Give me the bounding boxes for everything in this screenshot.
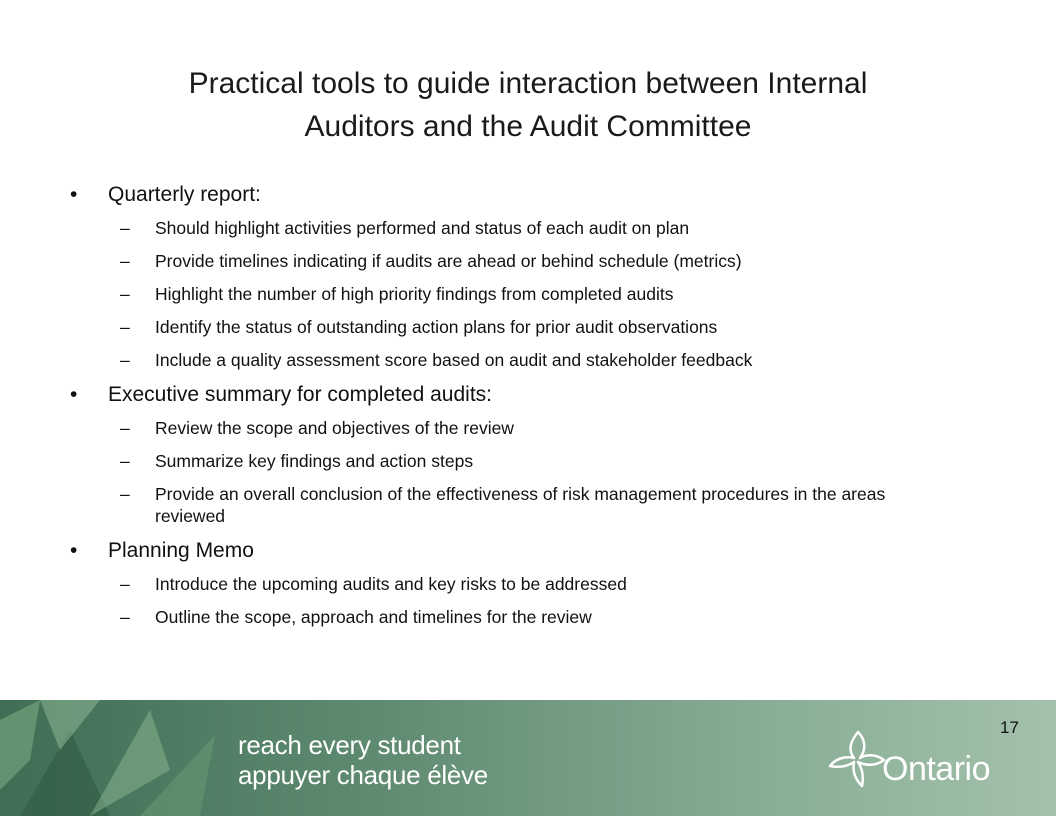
sub-bullet xyxy=(70,283,1030,305)
sub-bullet xyxy=(70,606,1030,628)
sub-bullet xyxy=(70,417,1030,439)
bullet-text: Executive summary for completed audits: xyxy=(108,383,492,406)
sub-bullet-text: Provide an overall conclusion of the effectiveness of risk management procedures in the areas reviewed xyxy=(155,484,886,526)
bullet-glyph: • xyxy=(70,383,78,406)
ontario-logo xyxy=(828,728,998,798)
bullet-executive-summary xyxy=(70,382,1030,407)
dash-glyph: – xyxy=(120,218,130,238)
sub-bullet xyxy=(70,573,1030,595)
slogan xyxy=(238,730,488,790)
dash-glyph: – xyxy=(120,574,130,594)
ontario-wordmark: Ontario xyxy=(882,750,990,788)
slogan-french: appuyer chaque élève xyxy=(238,760,488,790)
sub-bullet-text: Outline the scope, approach and timelines for the review xyxy=(155,607,592,627)
sub-bullet-text: Include a quality assessment score based on audit and stakeholder feedback xyxy=(155,350,753,370)
sub-bullet xyxy=(70,349,1030,371)
page-number: 17 xyxy=(1000,718,1019,737)
slide-content xyxy=(70,182,1030,639)
sub-bullet xyxy=(70,316,1030,338)
sub-bullet-text: Review the scope and objectives of the review xyxy=(155,418,514,438)
dash-glyph: – xyxy=(120,284,130,304)
sub-bullet-text: Introduce the upcoming audits and key risks to be addressed xyxy=(155,574,627,594)
bullet-text: Quarterly report: xyxy=(108,183,261,206)
slide-title-line-1: Practical tools to guide interaction between Internal xyxy=(188,67,868,100)
dash-glyph: – xyxy=(120,317,130,337)
dash-glyph: – xyxy=(120,251,130,271)
bullet-glyph: • xyxy=(70,183,78,206)
bullet-glyph: • xyxy=(70,539,78,562)
sub-bullet-text: Identify the status of outstanding action plans for prior audit observations xyxy=(155,317,718,337)
dash-glyph: – xyxy=(120,350,130,370)
bullet-planning-memo xyxy=(70,538,1030,563)
sub-bullet-text: Highlight the number of high priority findings from completed audits xyxy=(155,284,674,304)
trillium-icon xyxy=(828,728,888,792)
sub-bullet xyxy=(70,250,1030,272)
sub-bullet-text: Summarize key findings and action steps xyxy=(155,451,474,471)
sub-bullet xyxy=(70,217,1030,239)
slide-title-line-2: Auditors and the Audit Committee xyxy=(304,110,752,143)
leaf-pattern-icon xyxy=(0,700,240,816)
bullet-quarterly-report xyxy=(70,182,1030,207)
bullet-text: Planning Memo xyxy=(108,539,254,562)
sub-bullet-text: Provide timelines indicating if audits are ahead or behind schedule (metrics) xyxy=(155,251,742,271)
dash-glyph: – xyxy=(120,484,130,504)
sub-bullet-text: Should highlight activities performed and status of each audit on plan xyxy=(155,218,690,238)
dash-glyph: – xyxy=(120,607,130,627)
dash-glyph: – xyxy=(120,451,130,471)
slide-title xyxy=(60,62,996,148)
slogan-english: reach every student xyxy=(238,730,461,760)
sub-bullet xyxy=(70,450,1030,472)
sub-bullet xyxy=(70,483,915,527)
dash-glyph: – xyxy=(120,418,130,438)
